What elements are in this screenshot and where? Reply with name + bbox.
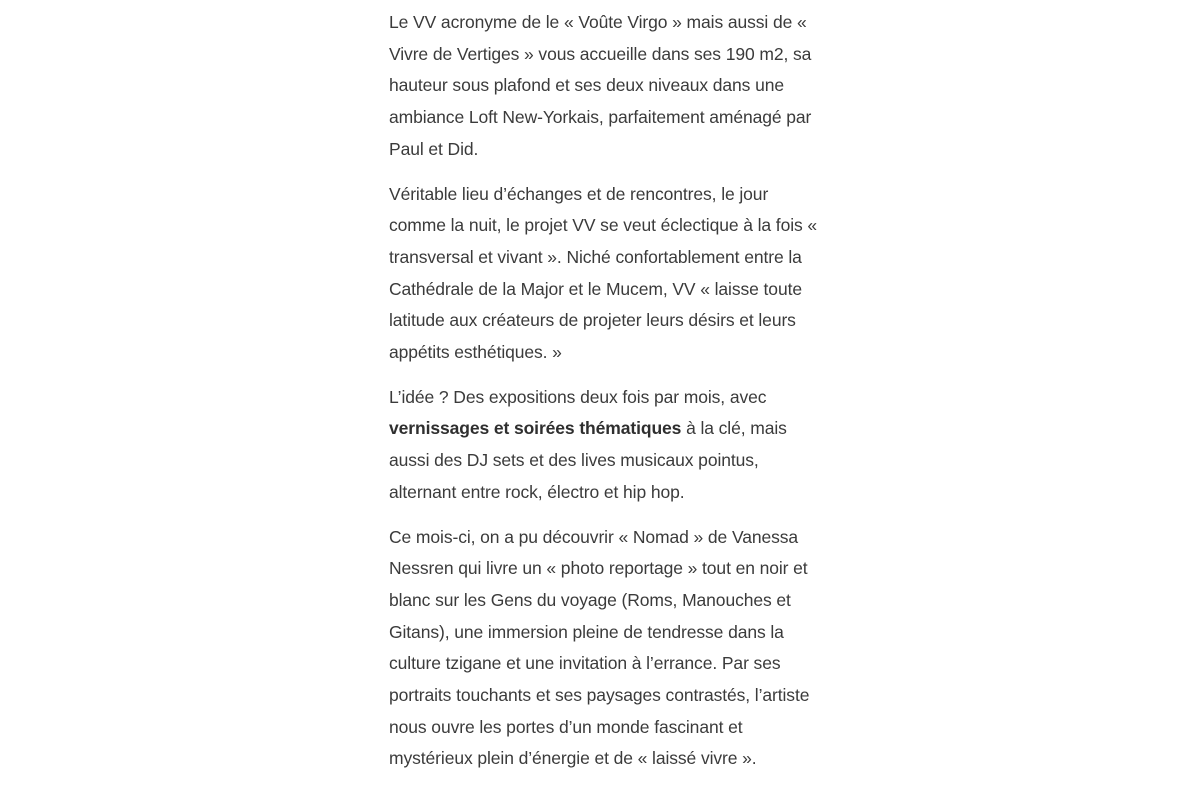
- paragraph-vv-intro: Le VV acronyme de le « Voûte Virgo » mais aussi de « Vivre de Vertiges » vous accueille dans ses 190 m2, sa hauteur sous plafond et ses deux niveaux dans une ambiance Loft New-Yorkais, parfaitement aménagé par Paul et Did.: [389, 12, 812, 159]
- paragraph-lieu-echanges: Véritable lieu d’échanges et de rencontres, le jour comme la nuit, le projet VV se veut éclectique à la fois « transversal et vivant ». Niché confortablement entre la Cathédrale de la Major et le Mucem, VV « laisse toute latitude aux créateurs de projeter leurs désirs et leurs appétits esthétiques. »: [389, 183, 818, 363]
- paragraph-nomad: Ce mois-ci, on a pu découvrir « Nomad » de Vanessa Nessren qui livre un « photo reportage » tout en noir et blanc sur les Gens du voyage (Roms, Manouches et Gitans), une immersion pleine de tendresse dans la culture tzigane et une invitation à l’errance. Par ses portraits touchants et ses paysages contrastés, l’artiste nous ouvre les portes d’un monde fascinant et mystérieux plein d’énergie et de « laissé vivre ».: [389, 526, 810, 769]
- paragraph-expositions-bold: vernissages et soirées thématiques: [389, 418, 682, 439]
- paragraph-expositions-before: L’idée ? Des expositions deux fois par mois, avec: [389, 386, 767, 407]
- article-body: [389, 7, 819, 788]
- paragraph-expositions-after: à la clé, mais aussi des DJ sets et des lives musicaux pointus, alternant entre rock, électro et hip hop.: [389, 418, 787, 502]
- paragraph-expositions: [389, 382, 819, 509]
